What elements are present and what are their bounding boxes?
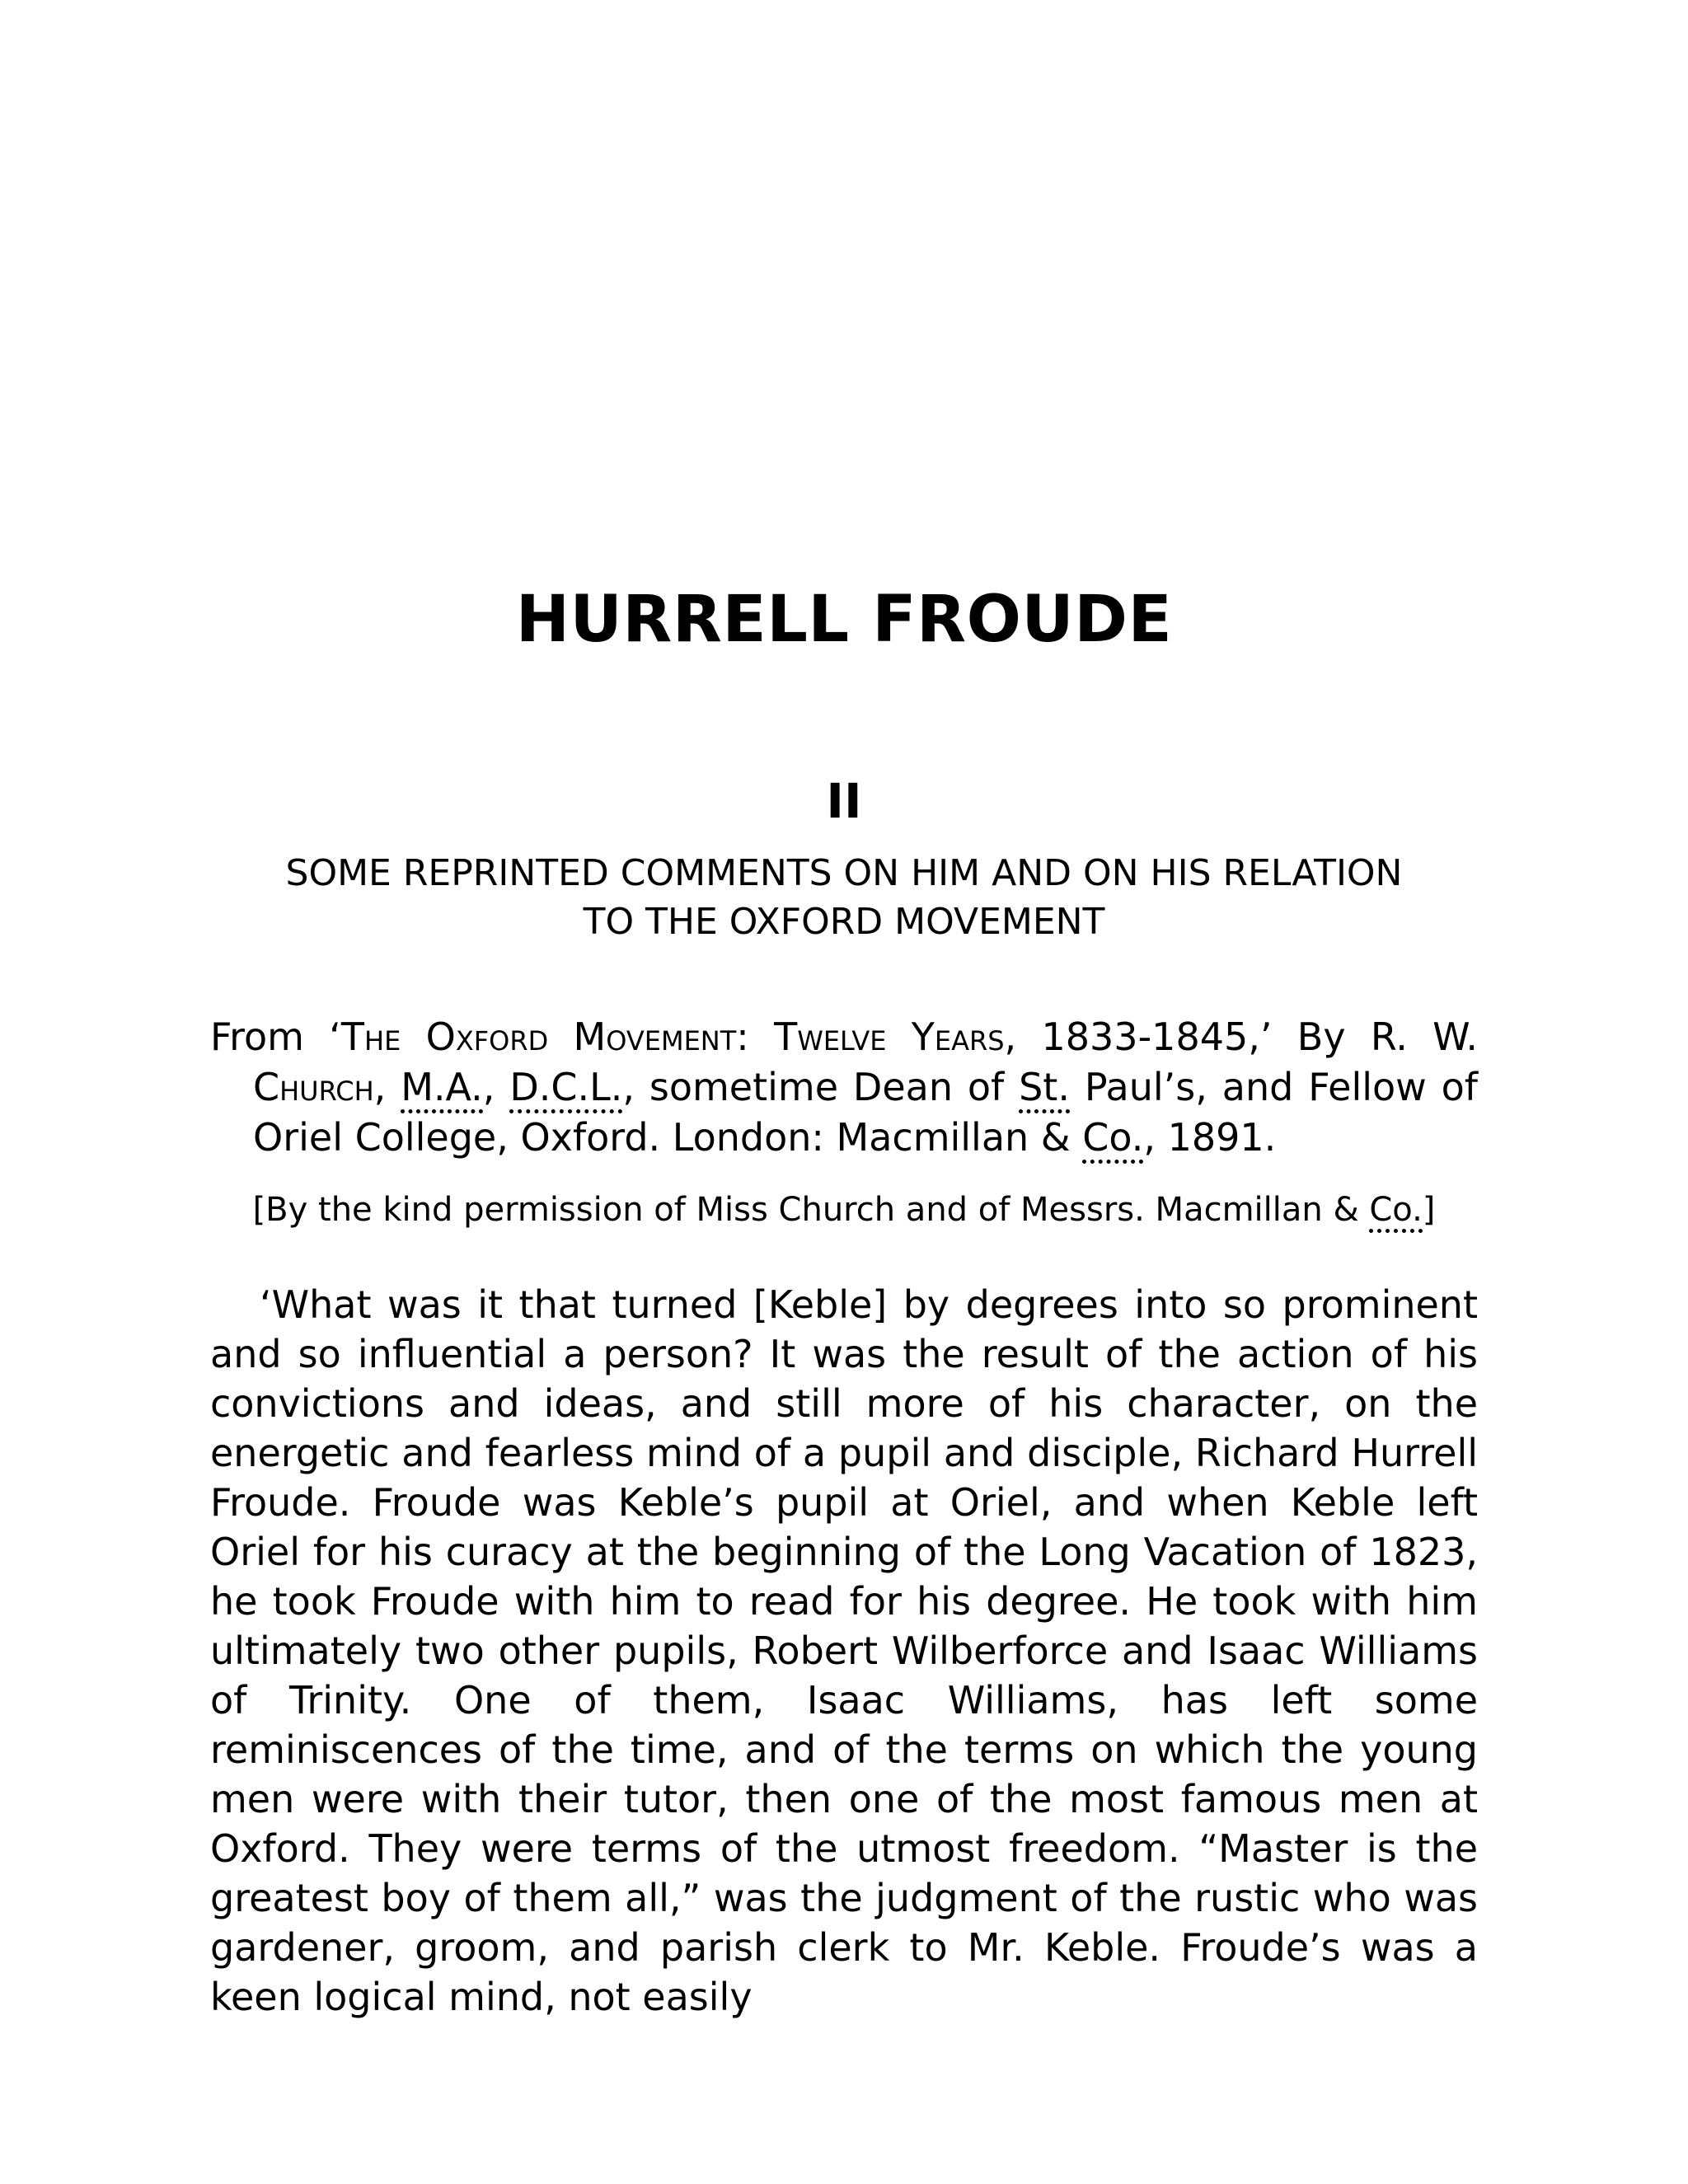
abbr-ma: M.A. [401,1065,483,1113]
chapter-subtitle [210,849,1478,946]
source-sep-2: , [482,1065,510,1109]
source-role-suffix: Paul’s, and Fellow of Oriel College, Oxford. London: Macmillan & [253,1065,1479,1160]
source-role-prefix: , sometime Dean of [622,1065,1020,1109]
subtitle-line-2: TO THE OXFORD MOVEMENT [583,901,1105,943]
abbr-dcl: D.C.L. [509,1065,622,1113]
source-year: , 1891. [1143,1115,1277,1160]
abbr-company: Co. [1082,1115,1143,1164]
source-dates: 1833-1845,’ By R. W. [1016,1015,1479,1059]
document-page [210,0,1478,2184]
page-title: HURRELL FROUDE [515,583,1173,658]
source-citation [210,1012,1478,1163]
permission-text: [By the kind permission of Miss Church and of Messrs. Macmillan & [252,1191,1370,1229]
source-from: From ‘ [210,1015,341,1059]
body-paragraph: ‘What was it that turned [Keble] by degrees into so prominent and so influential a person? It was the result of the action of his convictions and ideas, and still more of his character, on the energetic and fearless mind of a pupil and disciple, Richard Hurrell Froude. Froude was Keble’s pupil at Oriel, and when Keble left Oriel for his curacy at the beginning of the Long Vacation of 1823, he took Froude with him to read for his degree. He took with him ultimately two other pupils, Robert Wilberforce and Isaac Williams of Trinity. One of them, Isaac Williams, has left some reminiscences of the time, and of the terms on which the young men were with their tutor, then one of the most famous men at Oxford. They were terms of the utmost freedom. “Master is the greatest boy of them all,” was the judgment of the rustic who was gardener, groom, and parish clerk to Mr. Keble. Froude’s was a keen logical mind, not easily [210,1282,1478,2019]
abbr-company-permission: Co. [1369,1191,1422,1233]
permission-note [210,1187,1478,1233]
subtitle-line-1: SOME REPRINTED COMMENTS ON HIM AND ON HIS RELATION [285,852,1403,894]
source-sep-1: , [373,1065,401,1109]
chapter-number: II [826,773,862,830]
permission-close: ] [1422,1191,1436,1229]
source-author: Church [253,1065,374,1109]
abbr-saint: St. [1019,1065,1070,1113]
source-book-title: The Oxford Movement: Twelve Years, [340,1015,1017,1059]
